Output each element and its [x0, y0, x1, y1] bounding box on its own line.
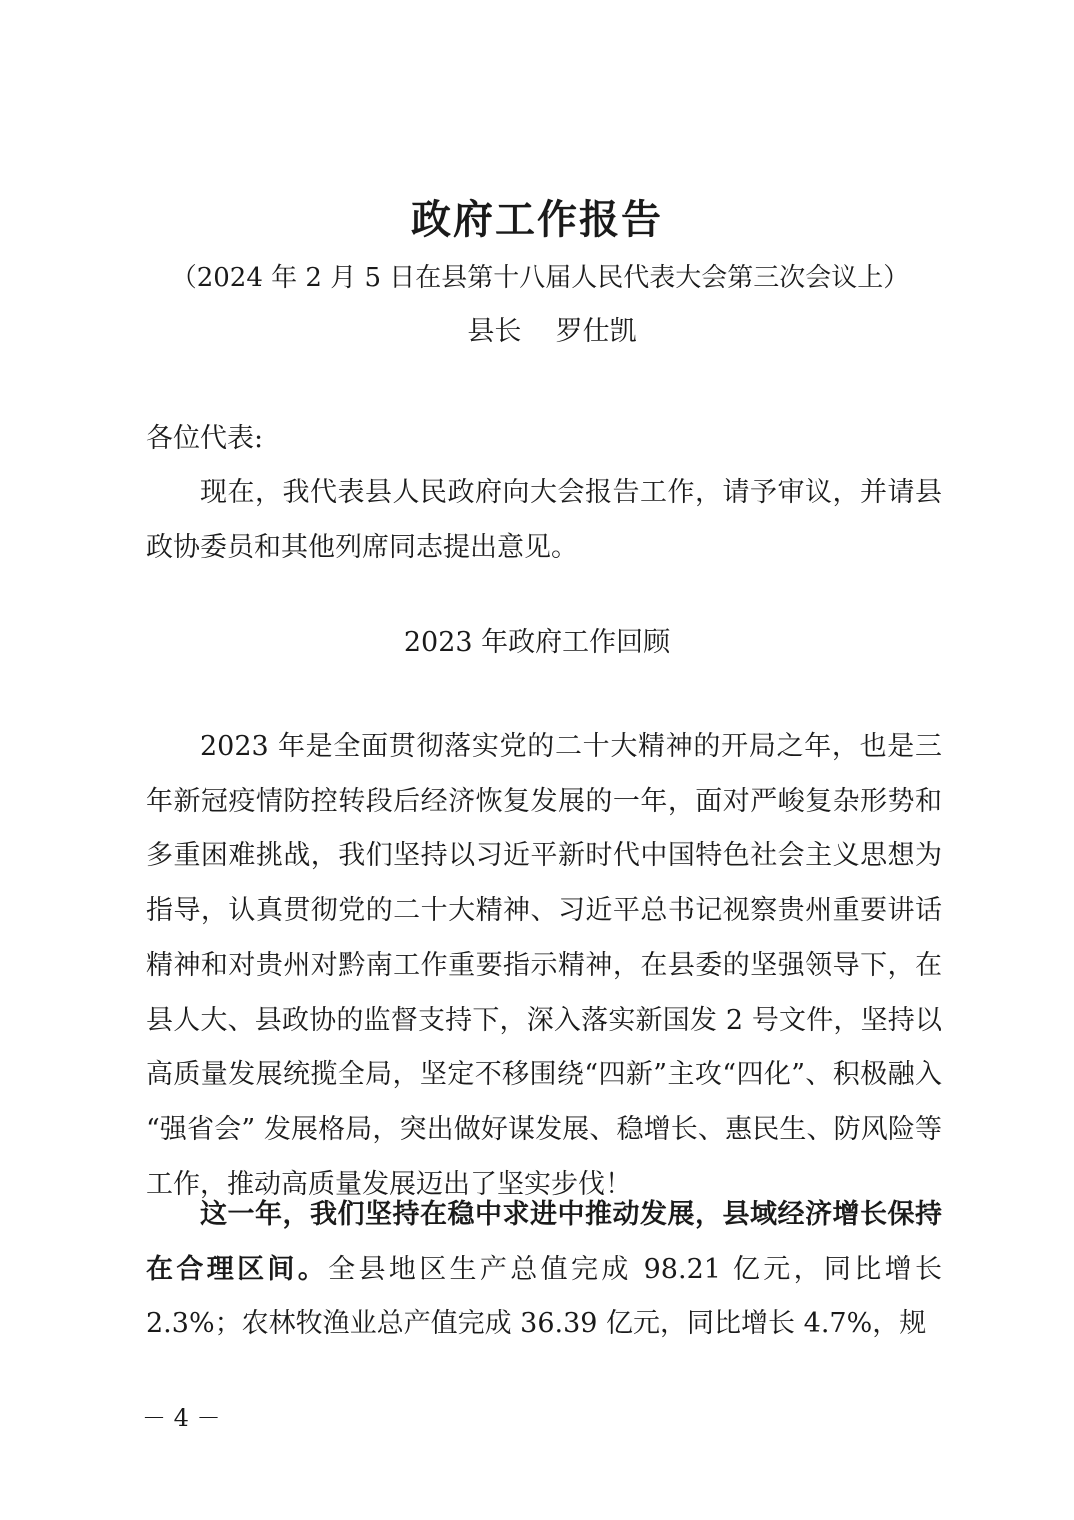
economy-block [146, 1188, 942, 1352]
page-number: － 4 － [142, 1404, 221, 1432]
report-author: 县长 罗仕凯 [467, 316, 637, 347]
report-subtitle: （2024 年 2 月 5 日在县第十八届人民代表大会第三次会议上） [170, 263, 910, 293]
salutation-block [146, 412, 942, 467]
report-title: 政府工作报告 [411, 196, 663, 243]
economy-text: 全县地区生产总值完成 98.21 亿元，同比增长 2.3%；农林牧渔业总产值完成 36.39 亿元，同比增长 4.7%，规 [146, 1253, 942, 1340]
economy-lead-sentence: 这一年，我们坚持在稳中求进中推动发展，县域经济增长保持在合理区间。 [146, 1199, 942, 1285]
economy-paragraph [146, 1188, 942, 1352]
review-block [146, 720, 942, 1212]
review-paragraph: 2023 年是全面贯彻落实党的二十大精神的开局之年，也是三年新冠疫情防控转段后经济恢复发展的一年，面对严峻复杂形势和多重困难挑战，我们坚持以习近平新时代中国特色社会主义思想为指导，认真贯彻党的二十大精神、习近平总书记视察贵州重要讲话精神和对贵州对黔南工作重要指示精神，在县委的坚强领导下，在县人大、县政协的监督支持下，深入落实新国发 2 号文件，坚持以高质量发展统揽全局，坚定不移围绕“四新”主攻“四化”、积极融入 “强省会” 发展格局，突出做好谋发展、稳增长、惠民生、防风险等工作，推动高质量发展迈出了坚实步伐！ [146, 731, 942, 1200]
intro-block [146, 466, 942, 575]
salutation: 各位代表: [146, 423, 264, 454]
section-heading: 2023 年政府工作回顾 [403, 627, 671, 658]
intro-paragraph: 现在，我代表县人民政府向大会报告工作，请予审议，并请县政协委员和其他列席同志提出意见。 [146, 477, 942, 563]
